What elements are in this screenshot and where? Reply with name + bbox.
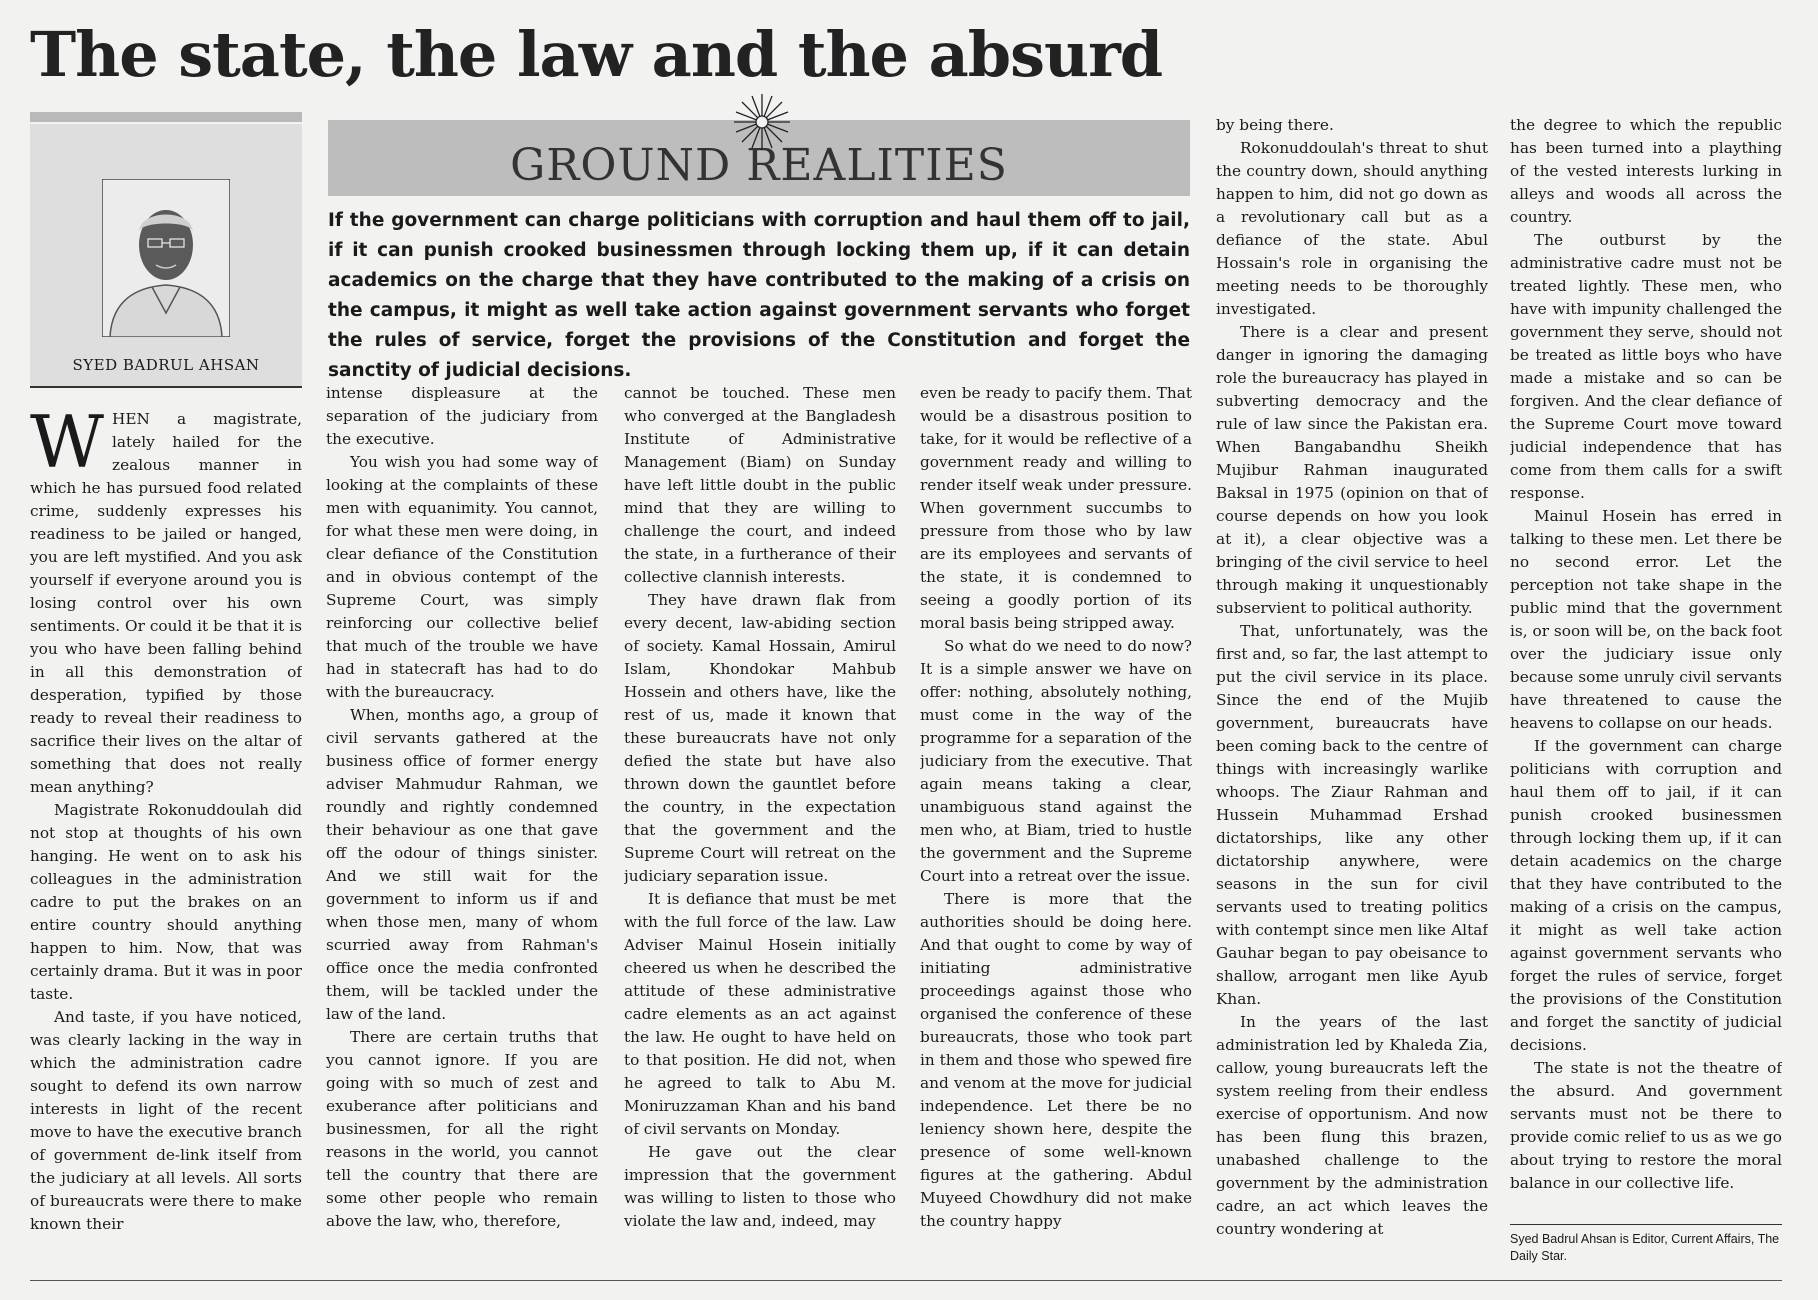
author-byline: SYED BADRUL AHSAN bbox=[72, 356, 260, 374]
body-paragraph: There are certain truths that you cannot ignore. If you are going with so much of zest and exuberance after politicians and businessmen, for all the right reasons in the world, you cannot tell the country that there are some other people who remain above the law, who, therefore, bbox=[326, 1028, 598, 1230]
starburst-icon bbox=[732, 92, 792, 152]
body-paragraph: The state is not the theatre of the absurd. And government servants must not be there to provide comic relief to us as we go about trying to restore the moral balance in our collective life. bbox=[1510, 1059, 1782, 1192]
body-paragraph: You wish you had some way of looking at the complaints of these men with equanimity. You cannot, for what these men were doing, in clear defiance of the Constitution and in obvious contempt of the Supreme Court, was simply reinforcing our collective belief that much of the trouble we have had in statecraft has had to do with the bureaucracy. bbox=[326, 453, 598, 701]
body-paragraph: That, unfortunately, was the first and, so far, the last attempt to put the civil service in its place. Since the end of the Mujib government, bureaucrats have been coming back to the centre of things with increasingly warlike whoops. The Ziaur Rahman and Hussein Muhammad Ershad dictatorships, like any other dictatorship anywhere, were seasons in the sun for civil servants used to treating politics with contempt since men like Altaf Gauhar began to pay obeisance to shallow, arrogant men like Ayub Khan. bbox=[1216, 622, 1488, 1008]
body-paragraph: And taste, if you have noticed, was clearly lacking in the way in which the administration cadre sought to defend its own narrow interests in light of the recent move to have the executive branch of government de-link itself from the judiciary at all levels. All sorts of bureaucrats were there to make known their bbox=[30, 1008, 302, 1233]
author-photo-box bbox=[30, 124, 302, 388]
drop-cap: W bbox=[30, 408, 105, 484]
body-column-6 bbox=[1510, 114, 1782, 1214]
body-paragraph: Magistrate Rokonuddoulah did not stop at thoughts of his own hanging. He went on to ask his colleagues in the administration cadre to put the brakes on an entire country should anything happen to him. Now, that was certainly drama. But it was in poor taste. bbox=[30, 801, 302, 1003]
body-paragraph: by being there. bbox=[1216, 116, 1334, 134]
body-paragraph: They have drawn flak from every decent, law-abiding section of society. Kamal Hossain, Amirul Islam, Khondokar Mahbub Hossein and others have, like the rest of us, made it known that these bureaucrats have not only defied the state but have also thrown down the gauntlet before the country, in the expectation that the government and the Supreme Court will retreat on the judiciary separation issue. bbox=[624, 591, 896, 885]
body-column-2 bbox=[326, 382, 598, 1268]
body-paragraph: When, months ago, a group of civil servants gathered at the business office of former energy adviser Mahmudur Rahman, we roundly and rightly condemned their behaviour as one that gave off the odour of things sinister. And we still wait for the government to inform us if and when those men, many of whom scurried away from Rahman's office once the media confronted them, will be tackled under the law of the land. bbox=[326, 706, 598, 1023]
body-paragraph: even be ready to pacify them. That would be a disastrous position to take, for it would be reflective of a government ready and willing to render itself weak under pressure. When government succumbs to pressure from those who by law are its employees and servants of the state, it is condemned to seeing a goodly portion of its moral basis being stripped away. bbox=[920, 384, 1192, 632]
body-paragraph: Rokonuddoulah's threat to shut the country down, should anything happen to him, did not go down as a revolutionary call but as a defiance of the state. Abul Hossain's role in organising the meeting needs to be thoroughly investigated. bbox=[1216, 139, 1488, 318]
body-paragraph: intense displeasure at the separation of the judiciary from the executive. bbox=[326, 384, 598, 448]
column-name: GROUND REALITIES bbox=[510, 140, 1008, 191]
body-column-3 bbox=[624, 382, 896, 1268]
sidebar-top-rule bbox=[30, 112, 302, 122]
body-paragraph: cannot be touched. These men who converged at the Bangladesh Institute of Administrative Management (Biam) on Sunday have left little doubt in the public mind that they are willing to challenge the court, and indeed the state, in a furtherance of their collective clannish interests. bbox=[624, 384, 896, 586]
body-paragraph: There is a clear and present danger in ignoring the damaging role the bureaucracy has played in subverting democracy and the rule of law since the Pakistan era. When Bangabandhu Sheikh Mujibur Rahman inaugurated Baksal in 1975 (opinion on that of course depends on how you look at it), a clear objective was a bringing of the civil service to heel through making it unquestionably subservient to political authority. bbox=[1216, 323, 1488, 617]
body-paragraph: The outburst by the administrative cadre must not be treated lightly. These men, who have with impunity challenged the government they serve, should not be treated as little boys who have made a mistake and so can be forgiven. And the clear defiance of the Supreme Court move toward judicial independence that has come from them calls for a swift response. bbox=[1510, 231, 1782, 502]
body-paragraph: Mainul Hosein has erred in talking to these men. Let there be no second error. Let the perception not take shape in the public mind that the government is, or soon will be, on the back foot over the judiciary issue only because some unruly civil servants have threatened to cause the heavens to collapse on our heads. bbox=[1510, 507, 1782, 732]
body-paragraph: In the years of the last administration led by Khaleda Zia, callow, young bureaucrats left the system reeling from their endless exercise of opportunism. And now has been flung this brazen, unabashed challenge to the government by the administration cadre, an act which leaves the country wondering at bbox=[1216, 1013, 1488, 1238]
author-note: Syed Badrul Ahsan is Editor, Current Affairs, The Daily Star. bbox=[1510, 1224, 1782, 1265]
body-column-1 bbox=[30, 408, 302, 1268]
headline: The state, the law and the absurd bbox=[30, 18, 1163, 91]
bottom-rule bbox=[30, 1280, 1782, 1281]
body-paragraph: So what do we need to do now? It is a simple answer we have on offer: nothing, absolutely nothing, must come in the way of the programme for a separation of the judiciary from the executive. That again means taking a clear, unambiguous stand against the men who, at Biam, tried to hustle the government and the Supreme Court into a retreat over the issue. bbox=[920, 637, 1192, 885]
article-deck: If the government can charge politicians with corruption and haul them off to jail, if it can punish crooked businessmen through locking them up, if it can detain academics on the charge that they have contributed to the making of a crisis on the campus, it might as well take action against government servants who forget the rules of service, forget the provisions of the Constitution and forget the sanctity of judicial decisions. bbox=[328, 210, 1190, 381]
body-paragraph: the degree to which the republic has been turned into a plaything of the vested interests lurking in alleys and woods all across the country. bbox=[1510, 116, 1782, 226]
body-paragraph: WHEN a magistrate, lately hailed for the zealous manner in which he has pursued food related crime, suddenly expresses his readiness to be jailed or hanged, you are left mystified. And you ask yourself if everyone around you is losing control over his own sentiments. Or could it be that it is you who have been falling behind in all this demonstration of desperation, typified by those ready to reveal their readiness to sacrifice their lives on the altar of something that does not really mean anything? bbox=[30, 408, 302, 796]
body-column-4 bbox=[920, 382, 1192, 1268]
body-paragraph: It is defiance that must be met with the full force of the law. Law Adviser Mainul Hosein initially cheered us when he described the attitude of these administrative cadre elements as an act against the law. He ought to have held on to that position. He did not, when he agreed to talk to Abu M. Moniruzzaman Khan and his band of civil servants on Monday. bbox=[624, 890, 896, 1138]
author-portrait bbox=[102, 179, 230, 337]
body-paragraph: If the government can charge politicians with corruption and haul them off to jail, if it can punish crooked businessmen through locking them up, if it can detain academics on the charge that they have contributed to the making of a crisis on the campus, it might as well take action against government servants who forget the rules of service, forget the provisions of the Constitution and forget the sanctity of judicial decisions. bbox=[1510, 737, 1782, 1054]
body-paragraph: He gave out the clear impression that the government was willing to listen to those who violate the law and, indeed, may bbox=[624, 1143, 896, 1230]
body-column-5 bbox=[1216, 114, 1488, 1268]
body-paragraph: There is more that the authorities should be doing here. And that ought to come by way of initiating administrative proceedings against those who organised the conference of these bureaucrats, those who took part in them and those who spewed fire and venom at the move for judicial independence. Let there be no leniency shown here, despite the presence of some well-known figures at the gathering. Abdul Muyeed Chowdhury did not make the country happy bbox=[920, 890, 1192, 1230]
